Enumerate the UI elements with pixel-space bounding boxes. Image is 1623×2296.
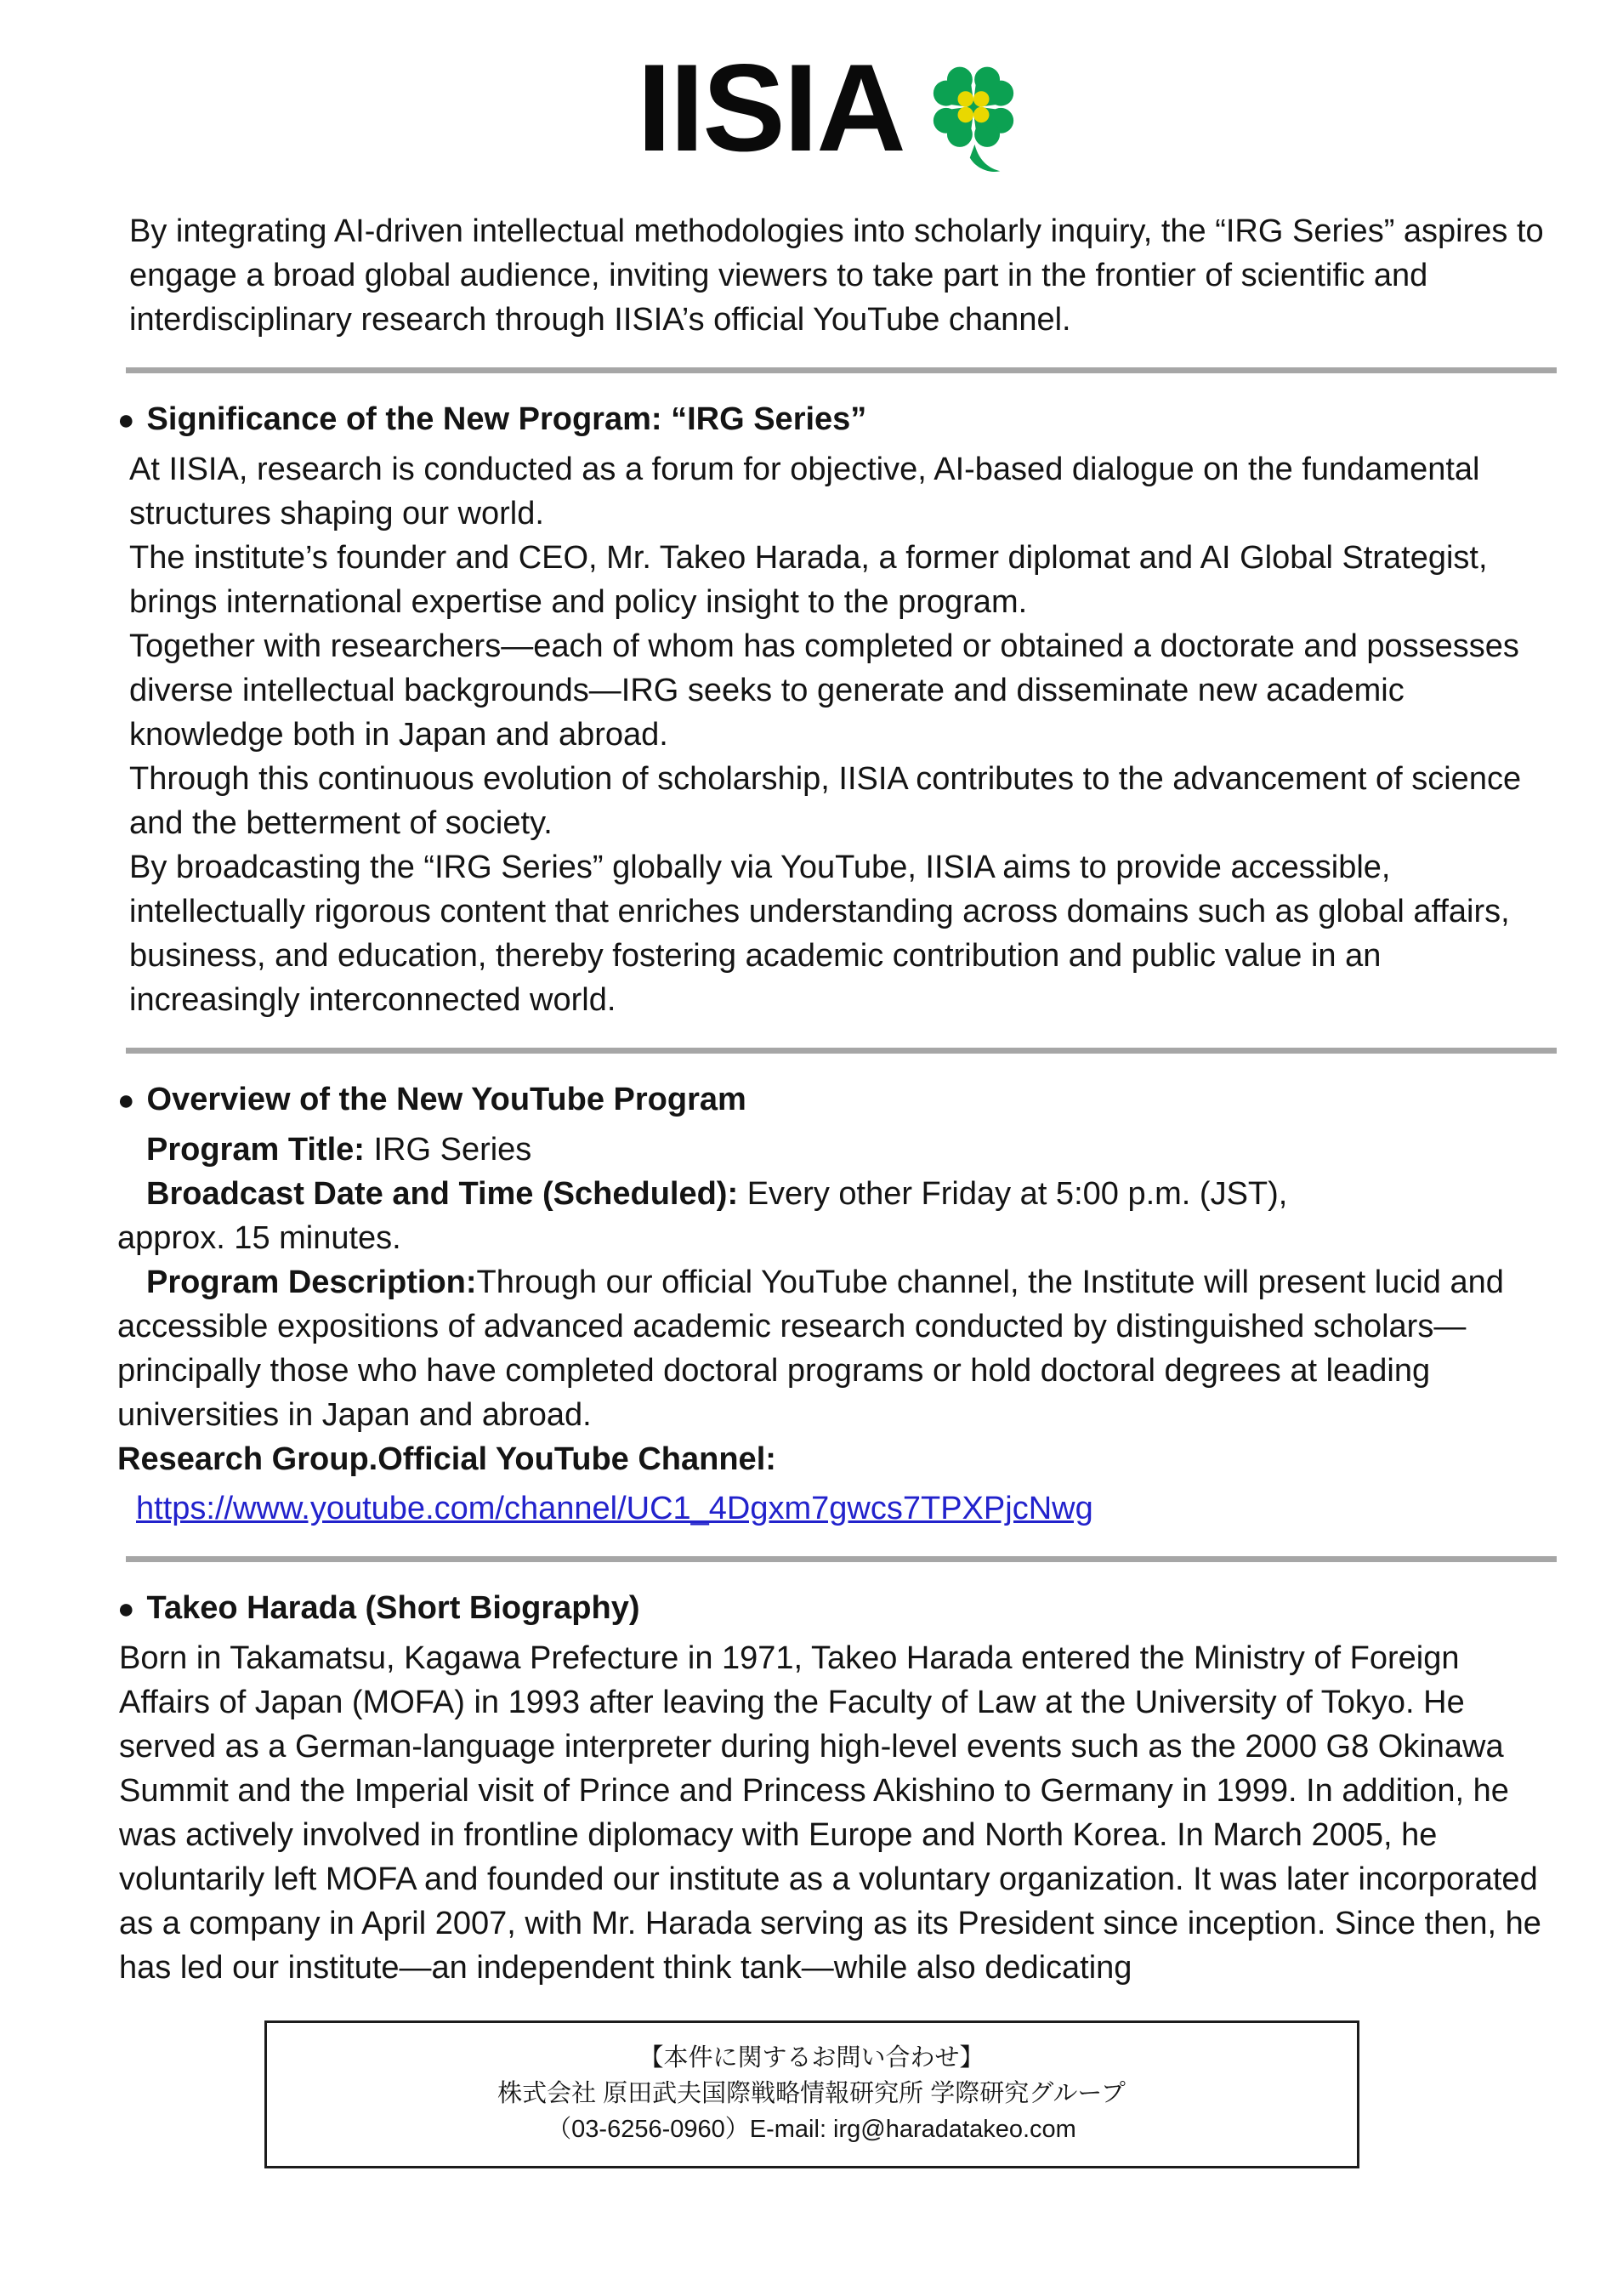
bullet-icon: ● [117, 404, 135, 436]
bullet-icon: ● [117, 1593, 135, 1625]
intro-paragraph: By integrating AI-driven intellectual methodologies into scholarly inquiry, the “IRG Series” aspires to engage a broad global audience, inviting viewers to take part in the frontier of scientific and interdisciplinary research through IISIA’s official YouTube channel. [129, 213, 1544, 338]
youtube-channel-link[interactable]: https://www.youtube.com/channel/UC1_4Dgxm7gwcs7TPXPjcNwg [136, 1491, 1093, 1526]
contact-box-title: 【本件に関するお問い合わせ】 [638, 2044, 985, 2072]
logo-text: IISIA [637, 38, 905, 177]
section-heading-overview-label: Overview of the New YouTube Program [146, 1082, 746, 1117]
significance-paragraph: Together with researchers—each of whom has completed or obtained a doctorate and possesses diverse intellectual backgrounds—IRG seeks to generate and disseminate new academic knowledge both in Japan and abroad. [129, 628, 1519, 753]
broadcast-value: Every other Friday at 5:00 p.m. (JST), [746, 1176, 1288, 1212]
clover-icon [910, 43, 1037, 182]
program-title-label: Program Title: [146, 1132, 365, 1168]
section-divider [126, 1048, 1557, 1054]
youtube-channel-link-line [117, 1486, 1557, 1531]
section-heading-significance-label: Significance of the New Program: “IRG Series” [146, 401, 867, 437]
section-heading-biography [117, 1584, 1557, 1633]
program-description-value: Through our official YouTube channel, the Institute will present lucid and accessible expositions of advanced academic research conducted by distinguished scholars—principally those who have completed doctoral programs or hold doctoral degrees at leading universities in Japan and abroad. [117, 1265, 1504, 1433]
broadcast-label: Broadcast Date and Time (Scheduled): [146, 1176, 739, 1212]
broadcast-line [117, 1172, 1557, 1260]
biography-paragraph: Born in Takamatsu, Kagawa Prefecture in 1971, Takeo Harada entered the Ministry of Foreign Affairs of Japan (MOFA) in 1993 after leaving the Faculty of Law at the University of Tokyo. He served as a German-language interpreter during high-level events such as the 2000 G8 Okinawa Summit and the Imperial visit of Prince and Princess Akishino to Germany in 1999. In addition, he was actively involved in frontline diplomacy with Europe and North Korea. In March 2005, he voluntarily left MOFA and founded our institute as a voluntary organization. It was later incorporated as a company in April 2007, with Mr. Harada serving as its President since inception. Since then, he has led our institute—an independent think tank—while also dedicating [119, 1640, 1541, 1986]
section-divider [126, 367, 1557, 373]
program-description-label: Program Description: [146, 1265, 477, 1300]
program-description-line [117, 1260, 1557, 1437]
significance-paragraph: The institute’s founder and CEO, Mr. Takeo Harada, a former diplomat and AI Global Strategist, brings international expertise and policy insight to the program. [129, 540, 1488, 620]
significance-paragraph: At IISIA, research is conducted as a forum for objective, AI-based dialogue on the fundamental structures shaping our world. [129, 452, 1480, 531]
youtube-channel-label: Research Group.Official YouTube Channel: [117, 1441, 776, 1477]
section-heading-biography-label: Takeo Harada (Short Biography) [146, 1590, 640, 1626]
logo [117, 0, 1557, 175]
section-heading-significance [117, 395, 1557, 444]
program-title-value: IRG Series [373, 1132, 532, 1168]
contact-box-company: 株式会社 原田武夫国際戦略情報研究所 学際研究グループ [497, 2080, 1126, 2107]
contact-box [264, 2020, 1359, 2168]
section-divider [126, 1556, 1557, 1562]
bullet-icon: ● [117, 1084, 135, 1117]
contact-box-phone-email: （03-6256-0960）E-mail: irg@haradatakeo.com [547, 2116, 1076, 2143]
broadcast-value-continued: approx. 15 minutes. [117, 1220, 401, 1256]
significance-paragraph: Through this continuous evolution of scholarship, IISIA contributes to the advancement of science and the betterment of society. [129, 761, 1522, 841]
section-heading-overview [117, 1076, 1557, 1124]
program-title-line [117, 1128, 1557, 1172]
significance-paragraph: By broadcasting the “IRG Series” globally via YouTube, IISIA aims to provide accessible, intellectually rigorous content that enriches understanding across domains such as global affairs, business, and education, thereby fostering academic contribution and public value in an increasingly interconnected world. [129, 850, 1510, 1018]
